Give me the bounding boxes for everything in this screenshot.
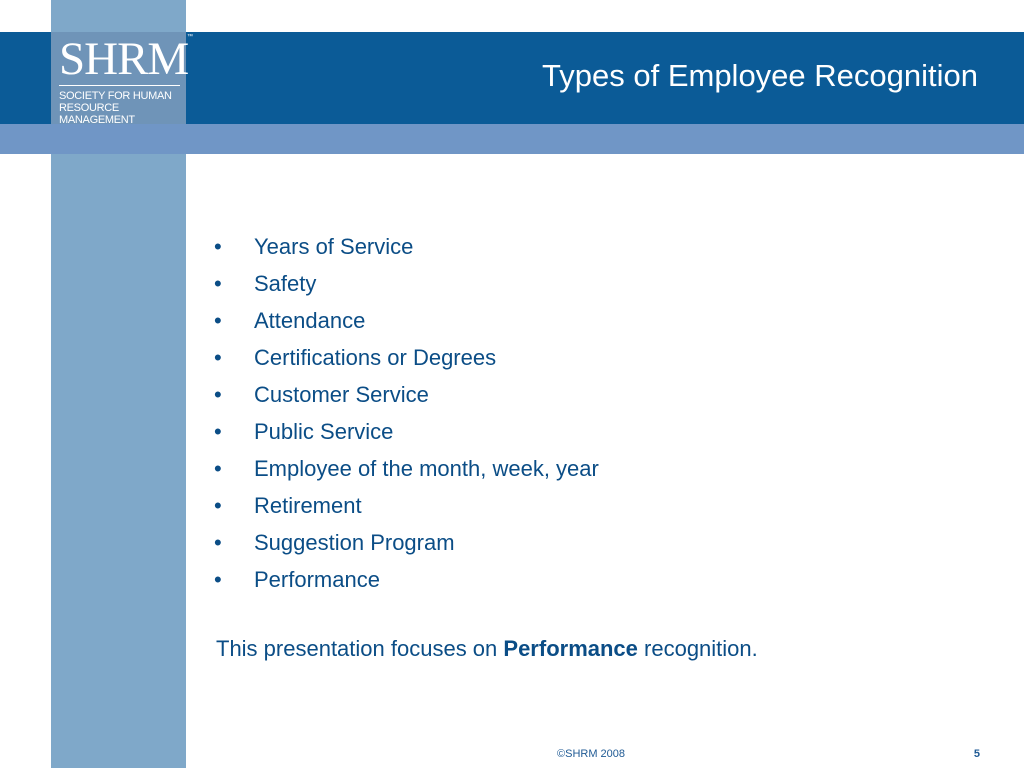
list-item	[214, 376, 599, 413]
list-item-label: Customer Service	[254, 381, 429, 407]
bullet-icon: •	[214, 455, 222, 481]
bullet-icon: •	[214, 418, 222, 444]
list-item-label: Safety	[254, 270, 317, 296]
list-item	[214, 413, 599, 450]
bullet-icon: •	[214, 492, 222, 518]
list-item	[214, 265, 599, 302]
shrm-logo	[51, 32, 193, 126]
list-item-label: Employee of the month, week, year	[254, 455, 599, 481]
logo-tagline-line1: SOCIETY FOR HUMAN	[59, 90, 172, 102]
closing-statement	[216, 636, 758, 662]
list-item-label: Certifications or Degrees	[254, 344, 497, 370]
page-number: 5	[973, 748, 980, 760]
logo-wordmark: SHRM	[59, 33, 189, 85]
list-item-label: Years of Service	[254, 233, 414, 259]
closing-emphasis: Performance	[503, 636, 638, 661]
list-item-label: Suggestion Program	[254, 529, 455, 555]
list-item	[214, 450, 599, 487]
list-item	[214, 524, 599, 561]
logo-divider	[59, 85, 180, 86]
logo-trademark: ™	[187, 34, 193, 40]
list-item	[214, 487, 599, 524]
recognition-types-list	[214, 228, 599, 598]
logo-tagline	[59, 90, 186, 126]
header-subband	[0, 124, 1024, 154]
bullet-icon: •	[214, 529, 222, 555]
bullet-icon: •	[214, 270, 222, 296]
list-item-label: Retirement	[254, 492, 362, 518]
list-item-label: Attendance	[254, 307, 366, 333]
bullet-icon: •	[214, 307, 222, 333]
list-item-label: Performance	[254, 566, 380, 592]
bullet-icon: •	[214, 233, 222, 259]
list-item	[214, 339, 599, 376]
bullet-icon: •	[214, 381, 222, 407]
bullet-icon: •	[214, 566, 222, 592]
list-item	[214, 561, 599, 598]
list-item	[214, 228, 599, 265]
bullet-icon: •	[214, 344, 222, 370]
slide-title: Types of Employee Recognition	[542, 58, 978, 93]
logo-tagline-line2: RESOURCE MANAGEMENT	[59, 102, 135, 126]
footer-copyright: ©SHRM 2008	[557, 748, 626, 760]
list-item	[214, 302, 599, 339]
closing-text-after: recognition.	[637, 636, 758, 661]
closing-text-before: This presentation focuses on	[216, 636, 504, 661]
list-item-label: Public Service	[254, 418, 394, 444]
